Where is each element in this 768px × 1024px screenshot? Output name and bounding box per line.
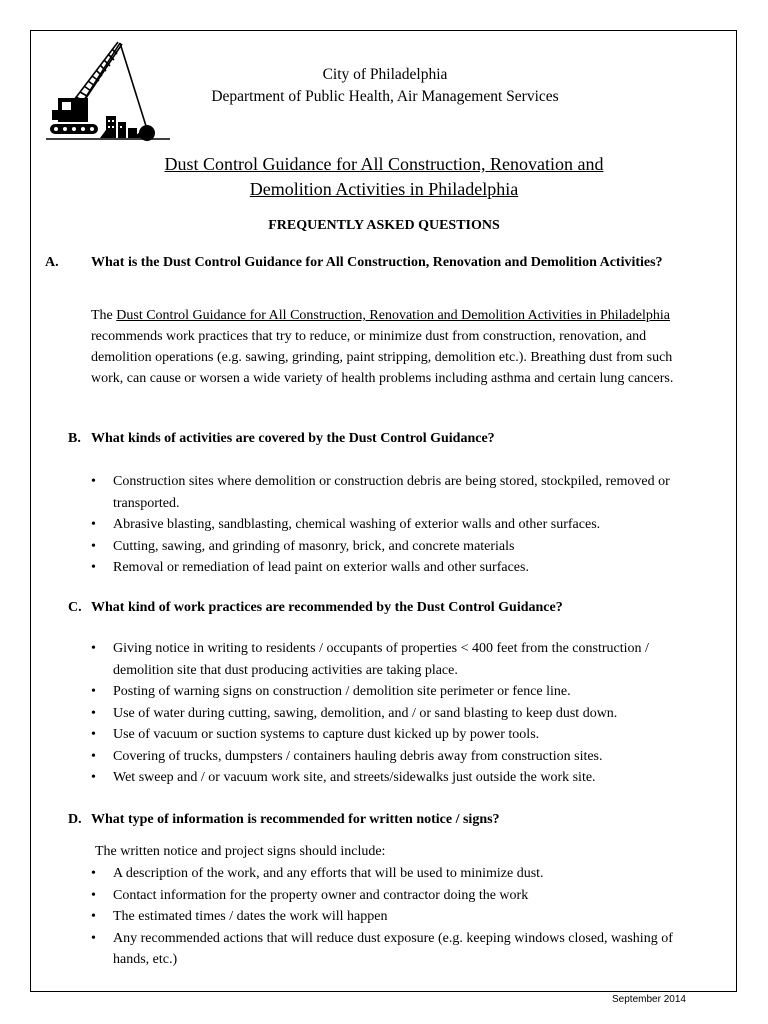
question-text: What kinds of activities are covered by the Dust Control Guidance? bbox=[91, 431, 495, 446]
answer-body: recommends work practices that try to reduce, or minimize dust from construction, renovation, and demolition operations (e.g. sawing, grinding, paint stripping, demolition etc.). Breathing dust from such work, can cause or worsen a wide variety of health problems including asthma and certain lung cancers. bbox=[91, 329, 674, 386]
title-line1: Dust Control Guidance for All Construction, Renovation and bbox=[164, 154, 604, 174]
answer-a bbox=[91, 305, 706, 389]
question-text: What is the Dust Control Guidance for All Construction, Renovation and Demolition Activities? bbox=[91, 255, 663, 270]
question-letter: C. bbox=[68, 600, 82, 615]
list-item: • A description of the work, and any efforts that will be used to minimize dust. bbox=[91, 863, 706, 885]
question-letter: D. bbox=[68, 812, 82, 827]
question-b bbox=[68, 428, 708, 449]
document-title bbox=[100, 152, 668, 202]
list-item: • Posting of warning signs on construction / demolition site perimeter or fence line. bbox=[91, 681, 706, 703]
org-line1: City of Philadelphia bbox=[322, 66, 448, 83]
question-letter: B. bbox=[68, 431, 81, 446]
activities-list bbox=[91, 471, 706, 579]
notice-list bbox=[91, 863, 706, 971]
question-text: What type of information is recommended for written notice / signs? bbox=[91, 812, 500, 827]
question-a bbox=[45, 252, 731, 273]
question-text: What kind of work practices are recommended by the Dust Control Guidance? bbox=[91, 600, 563, 615]
list-item: • Any recommended actions that will reduce dust exposure (e.g. keeping windows closed, washing of hands, etc.) bbox=[91, 928, 706, 971]
list-item: • Use of vacuum or suction systems to capture dust kicked up by power tools. bbox=[91, 724, 706, 746]
question-d bbox=[68, 809, 708, 830]
guidance-document-title: Dust Control Guidance for All Construction, Renovation and Demolition Activities in Philadelphia bbox=[116, 308, 670, 323]
org-line2: Department of Public Health, Air Management Services bbox=[211, 88, 559, 105]
list-item: • Construction sites where demolition or construction debris are being stored, stockpiled, removed or transported. bbox=[91, 471, 706, 514]
footer-date: September 2014 bbox=[612, 994, 686, 1005]
agency-header bbox=[160, 64, 610, 108]
list-item: • Removal or remediation of lead paint on exterior walls and other surfaces. bbox=[91, 557, 706, 579]
list-item: • Abrasive blasting, sandblasting, chemical washing of exterior walls and other surfaces. bbox=[91, 514, 706, 536]
notice-intro: The written notice and project signs should include: bbox=[95, 844, 386, 859]
crane-wrecking-ball-icon bbox=[44, 38, 174, 152]
question-c bbox=[68, 597, 708, 618]
list-item: • Giving notice in writing to residents / occupants of properties < 400 feet from the construction / demolition site that dust producing activities are taking place. bbox=[91, 638, 706, 681]
practices-list bbox=[91, 638, 706, 789]
list-item: • Wet sweep and / or vacuum work site, and streets/sidewalks just outside the work site. bbox=[91, 767, 706, 789]
list-item: • Covering of trucks, dumpsters / containers hauling debris away from construction sites. bbox=[91, 746, 706, 768]
faq-heading: FREQUENTLY ASKED QUESTIONS bbox=[268, 218, 500, 233]
answer-prefix: The bbox=[91, 308, 117, 323]
list-item: • Cutting, sawing, and grinding of masonry, brick, and concrete materials bbox=[91, 536, 706, 558]
list-item: • The estimated times / dates the work will happen bbox=[91, 906, 706, 928]
title-line2: Demolition Activities in Philadelphia bbox=[249, 179, 519, 199]
list-item: • Contact information for the property owner and contractor doing the work bbox=[91, 885, 706, 907]
question-letter: A. bbox=[45, 255, 59, 270]
list-item: • Use of water during cutting, sawing, demolition, and / or sand blasting to keep dust down. bbox=[91, 703, 706, 725]
